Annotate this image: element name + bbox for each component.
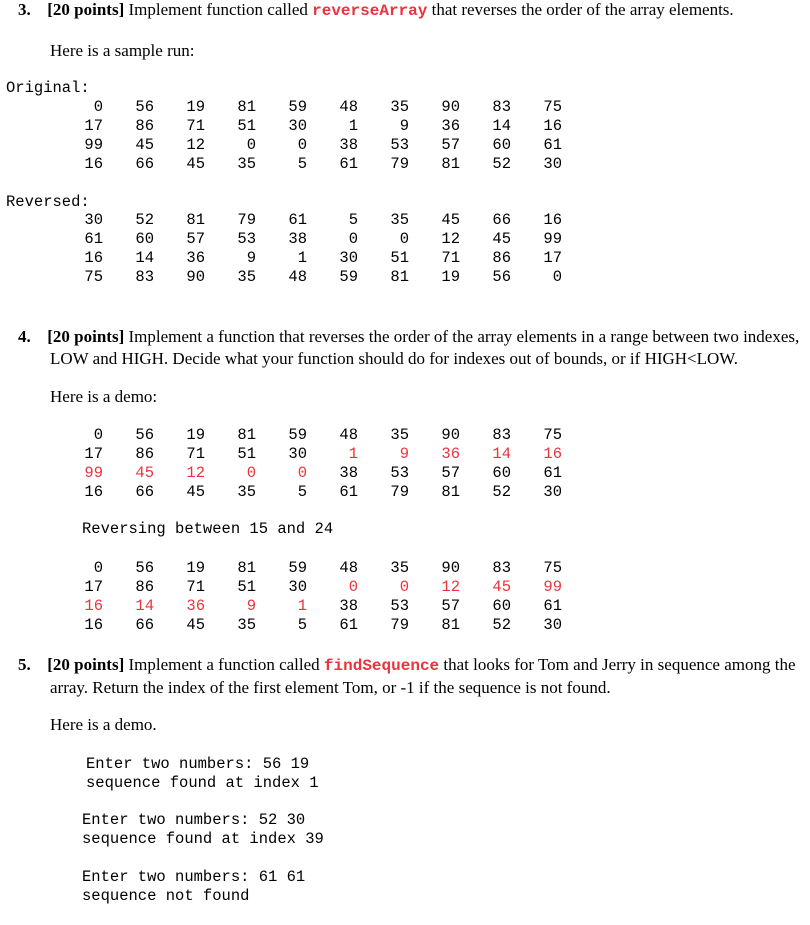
array-cell: 51 <box>237 117 256 135</box>
array-cell: 36 <box>186 597 205 615</box>
array-cell: 79 <box>390 483 409 501</box>
array-cell: 79 <box>390 155 409 173</box>
array-cell: 35 <box>390 559 409 577</box>
array-cell: 35 <box>237 268 256 286</box>
array-cell: 61 <box>543 597 562 615</box>
array-cell: 17 <box>84 578 103 596</box>
array-cell: 66 <box>135 483 154 501</box>
q5-line2: array. Return the index of the first element Tom, or -1 if the sequence is not found. <box>50 678 611 697</box>
array-cell: 90 <box>441 426 460 444</box>
array-cell: 38 <box>339 464 358 482</box>
array-cell: 38 <box>339 597 358 615</box>
array-cell: 52 <box>492 155 511 173</box>
q3-heading <box>18 0 734 20</box>
array-cell: 79 <box>390 616 409 634</box>
array-cell: 99 <box>543 230 562 248</box>
array-cell: 5 <box>297 616 307 634</box>
array-cell: 9 <box>246 249 256 267</box>
array-cell: 0 <box>297 464 307 482</box>
array-cell: 12 <box>441 230 460 248</box>
q3-number: 3. <box>18 0 31 19</box>
array-cell: 45 <box>186 155 205 173</box>
array-cell: 9 <box>399 445 409 463</box>
array-cell: 16 <box>84 597 103 615</box>
array-cell: 19 <box>186 559 205 577</box>
array-cell: 60 <box>492 464 511 482</box>
q3-text-after: that reverses the order of the array elements. <box>427 0 734 19</box>
array-cell: 75 <box>543 98 562 116</box>
array-cell: 45 <box>441 211 460 229</box>
q5-demo-prompt: Enter two numbers: 56 19 <box>86 755 310 773</box>
array-cell: 17 <box>84 117 103 135</box>
q3-text-before: Implement function called <box>124 0 313 19</box>
array-cell: 36 <box>186 249 205 267</box>
array-cell: 86 <box>492 249 511 267</box>
array-cell: 0 <box>348 230 358 248</box>
array-cell: 1 <box>297 249 307 267</box>
q5-demo-label: Here is a demo. <box>50 715 157 734</box>
array-cell: 60 <box>135 230 154 248</box>
array-cell: 38 <box>288 230 307 248</box>
array-cell: 14 <box>492 445 511 463</box>
array-cell: 16 <box>84 483 103 501</box>
array-cell: 83 <box>492 559 511 577</box>
array-cell: 36 <box>441 117 460 135</box>
q5-demo-prompt: Enter two numbers: 52 30 <box>82 811 306 829</box>
q3-func-name: reverseArray <box>312 2 428 20</box>
array-cell: 0 <box>552 268 562 286</box>
array-cell: 86 <box>135 445 154 463</box>
array-cell: 14 <box>135 249 154 267</box>
array-cell: 12 <box>441 578 460 596</box>
q5-demo-result: sequence found at index 1 <box>86 774 319 792</box>
array-cell: 30 <box>339 249 358 267</box>
q5-demo-result: sequence found at index 39 <box>82 830 324 848</box>
array-cell: 51 <box>237 445 256 463</box>
array-cell: 51 <box>237 578 256 596</box>
array-cell: 16 <box>543 117 562 135</box>
q5-func-name: findSequence <box>323 657 440 675</box>
array-cell: 59 <box>288 426 307 444</box>
q4-reversing-text: Reversing between 15 and 24 <box>82 520 334 538</box>
q3-original-grid <box>52 98 562 174</box>
q4-heading <box>18 326 799 370</box>
array-cell: 81 <box>186 211 205 229</box>
array-cell: 59 <box>288 98 307 116</box>
array-cell: 0 <box>399 578 409 596</box>
array-cell: 81 <box>390 268 409 286</box>
array-cell: 5 <box>348 211 358 229</box>
array-cell: 5 <box>297 483 307 501</box>
array-cell: 71 <box>441 249 460 267</box>
array-cell: 56 <box>135 426 154 444</box>
array-cell: 35 <box>390 426 409 444</box>
array-cell: 56 <box>492 268 511 286</box>
array-cell: 57 <box>441 136 460 154</box>
array-cell: 66 <box>492 211 511 229</box>
q3-reversed-grid <box>52 211 562 287</box>
array-cell: 19 <box>186 98 205 116</box>
array-cell: 83 <box>492 426 511 444</box>
array-cell: 56 <box>135 98 154 116</box>
array-cell: 53 <box>390 464 409 482</box>
array-cell: 52 <box>492 483 511 501</box>
q3-reversed-label: Reversed: <box>6 193 90 211</box>
array-cell: 0 <box>93 559 103 577</box>
q4-number: 4. <box>18 327 31 346</box>
array-cell: 48 <box>288 268 307 286</box>
array-cell: 61 <box>288 211 307 229</box>
array-cell: 59 <box>339 268 358 286</box>
array-cell: 53 <box>390 136 409 154</box>
array-cell: 45 <box>135 136 154 154</box>
array-cell: 35 <box>390 211 409 229</box>
array-cell: 16 <box>543 445 562 463</box>
array-cell: 83 <box>492 98 511 116</box>
array-cell: 61 <box>84 230 103 248</box>
q5-demo-1 <box>86 755 319 793</box>
array-cell: 53 <box>390 597 409 615</box>
array-cell: 35 <box>390 98 409 116</box>
array-cell: 61 <box>339 483 358 501</box>
q4-after-grid <box>52 559 562 635</box>
array-cell: 52 <box>135 211 154 229</box>
array-cell: 57 <box>186 230 205 248</box>
array-cell: 66 <box>135 616 154 634</box>
q3-sample-label: Here is a sample run: <box>50 41 195 60</box>
array-cell: 16 <box>84 155 103 173</box>
array-cell: 75 <box>543 559 562 577</box>
array-cell: 35 <box>237 616 256 634</box>
array-cell: 90 <box>441 559 460 577</box>
array-cell: 81 <box>441 616 460 634</box>
array-cell: 48 <box>339 559 358 577</box>
array-cell: 9 <box>246 597 256 615</box>
array-cell: 99 <box>543 578 562 596</box>
array-cell: 0 <box>93 426 103 444</box>
q3-points: [20 points] <box>47 0 125 19</box>
q5-points: [20 points] <box>47 655 125 674</box>
array-cell: 35 <box>237 483 256 501</box>
array-cell: 14 <box>135 597 154 615</box>
array-cell: 59 <box>288 559 307 577</box>
array-cell: 48 <box>339 426 358 444</box>
array-cell: 99 <box>84 464 103 482</box>
array-cell: 75 <box>84 268 103 286</box>
array-cell: 81 <box>441 483 460 501</box>
array-cell: 60 <box>492 136 511 154</box>
q5-text-before: Implement a function called <box>124 655 324 674</box>
q5-heading <box>18 654 796 699</box>
array-cell: 0 <box>399 230 409 248</box>
array-cell: 1 <box>348 445 358 463</box>
array-cell: 5 <box>297 155 307 173</box>
array-cell: 36 <box>441 445 460 463</box>
array-cell: 61 <box>543 464 562 482</box>
q4-before-grid <box>52 426 562 502</box>
q5-text-after: that looks for Tom and Jerry in sequence among the <box>439 655 796 674</box>
array-cell: 56 <box>135 559 154 577</box>
array-cell: 51 <box>390 249 409 267</box>
array-cell: 90 <box>186 268 205 286</box>
array-cell: 19 <box>441 268 460 286</box>
array-cell: 75 <box>543 426 562 444</box>
q4-points: [20 points] <box>47 327 125 346</box>
array-cell: 81 <box>441 155 460 173</box>
array-cell: 61 <box>543 136 562 154</box>
array-cell: 17 <box>84 445 103 463</box>
array-cell: 48 <box>339 98 358 116</box>
q5-demo-3 <box>82 868 305 906</box>
array-cell: 86 <box>135 578 154 596</box>
array-cell: 79 <box>237 211 256 229</box>
array-cell: 30 <box>288 117 307 135</box>
array-cell: 0 <box>93 98 103 116</box>
array-cell: 83 <box>135 268 154 286</box>
array-cell: 35 <box>237 155 256 173</box>
array-cell: 45 <box>492 230 511 248</box>
array-cell: 30 <box>84 211 103 229</box>
array-cell: 61 <box>339 616 358 634</box>
array-cell: 30 <box>543 483 562 501</box>
q4-line2: LOW and HIGH. Decide what your function should do for indexes out of bounds, or if HIGH<LOW. <box>50 349 739 368</box>
array-cell: 71 <box>186 445 205 463</box>
array-cell: 1 <box>297 597 307 615</box>
array-cell: 16 <box>84 616 103 634</box>
array-cell: 52 <box>492 616 511 634</box>
array-cell: 53 <box>237 230 256 248</box>
array-cell: 0 <box>297 136 307 154</box>
array-cell: 81 <box>237 426 256 444</box>
q5-number: 5. <box>18 655 31 674</box>
q3-original-label: Original: <box>6 79 90 97</box>
array-cell: 71 <box>186 578 205 596</box>
array-cell: 81 <box>237 559 256 577</box>
array-cell: 90 <box>441 98 460 116</box>
q5-demo-2 <box>82 811 324 849</box>
q4-demo-label: Here is a demo: <box>50 387 158 406</box>
array-cell: 30 <box>543 155 562 173</box>
array-cell: 81 <box>237 98 256 116</box>
array-cell: 45 <box>135 464 154 482</box>
q4-line1: Implement a function that reverses the order of the array elements in a range between two indexes, <box>124 327 800 346</box>
q5-demo-result: sequence not found <box>82 887 250 905</box>
array-cell: 66 <box>135 155 154 173</box>
array-cell: 86 <box>135 117 154 135</box>
array-cell: 45 <box>186 616 205 634</box>
array-cell: 61 <box>339 155 358 173</box>
array-cell: 1 <box>348 117 358 135</box>
array-cell: 71 <box>186 117 205 135</box>
array-cell: 16 <box>84 249 103 267</box>
array-cell: 14 <box>492 117 511 135</box>
array-cell: 30 <box>543 616 562 634</box>
array-cell: 57 <box>441 464 460 482</box>
array-cell: 12 <box>186 136 205 154</box>
array-cell: 0 <box>246 136 256 154</box>
q5-demo-prompt: Enter two numbers: 61 61 <box>82 868 306 886</box>
array-cell: 9 <box>399 117 409 135</box>
array-cell: 57 <box>441 597 460 615</box>
array-cell: 45 <box>492 578 511 596</box>
array-cell: 45 <box>186 483 205 501</box>
array-cell: 60 <box>492 597 511 615</box>
array-cell: 17 <box>543 249 562 267</box>
array-cell: 0 <box>246 464 256 482</box>
array-cell: 16 <box>543 211 562 229</box>
array-cell: 30 <box>288 578 307 596</box>
array-cell: 19 <box>186 426 205 444</box>
array-cell: 38 <box>339 136 358 154</box>
array-cell: 12 <box>186 464 205 482</box>
array-cell: 99 <box>84 136 103 154</box>
array-cell: 0 <box>348 578 358 596</box>
array-cell: 30 <box>288 445 307 463</box>
